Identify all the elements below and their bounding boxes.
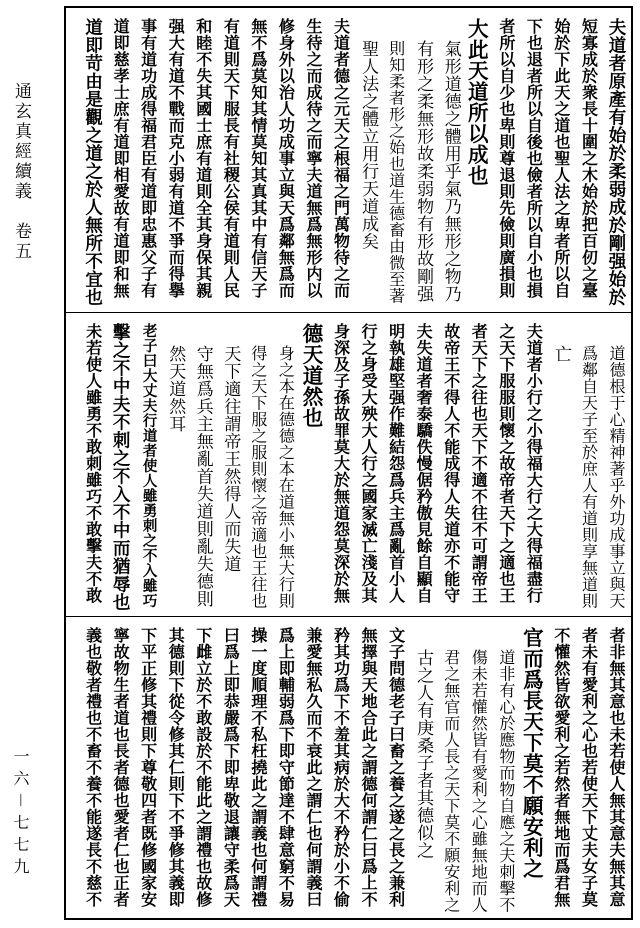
text-column: 者未有愛利之心也若使天下丈夫女子莫	[579, 627, 599, 908]
text-column: 道德根于心精神著乎外功成事立與天	[607, 345, 626, 609]
text-column: 義也敬者禮也不畜不養不能遂長不慈不	[83, 627, 103, 908]
text-column: 道即慈孝士庶有道即相愛故有道即和無	[111, 18, 131, 299]
text-column: 君之無官而人長之天下莫不願安利之	[441, 649, 461, 913]
text-panel-bottom	[66, 616, 631, 919]
text-panel-middle	[66, 312, 631, 615]
page-number: 一六－七七九	[11, 748, 30, 881]
text-column: 得之天下服之服則懷之帝適也王往也	[248, 345, 268, 609]
text-column: 故帝王不得人不能成得人失道亦不能守	[441, 323, 461, 604]
text-column: 明執雄堅强作難結怨爲兵主爲亂首小人	[386, 323, 406, 604]
text-column: 古之人有庚桑子者其德似之	[413, 649, 434, 859]
text-column: 無擇與天地合此之謂德何謂仁曰爲上不	[359, 627, 379, 908]
text-column: 矜其功爲下不羞其病於大不矜於小不偷	[331, 627, 351, 908]
text-column: 之天下服服則懷之故帝者天下之適也王	[496, 323, 516, 604]
text-column: 未若使人雖勇不敢刺雖巧不敢擊夫不敢	[83, 323, 103, 604]
text-column: 兼愛無私久而不衰此之謂仁也何謂義曰	[303, 627, 323, 908]
book-title: 通玄真經續義 卷五	[11, 82, 31, 262]
text-column: 操一度順理不私枉撓此之謂義也何謂禮	[248, 627, 268, 908]
text-column: 無不爲莫知其情莫知其真其中有信天子	[248, 18, 268, 299]
text-column: 下雌立於不敢設於不能此之謂禮也故修	[193, 627, 213, 908]
text-column: 身之本在德德之本在道無小無大行則	[276, 345, 296, 609]
text-column: 夫道者原產有始於柔弱成於剛强始於	[606, 18, 626, 306]
text-column: 寧故物生者道也長者德也愛者仁也正者	[111, 627, 131, 908]
text-column: 者非無其意也未若使人無其意夫無其意	[607, 627, 626, 908]
text-column: 不懽然皆欲愛利之若然者無地而爲君無	[551, 627, 571, 908]
text-column: 行之身受大殃大人行之國家滅亡淺及其	[359, 323, 379, 604]
text-column: 則知柔者形之始也道生德畜由微至著	[386, 40, 406, 304]
page-margin	[0, 0, 56, 928]
text-column: 天下適往謂帝王然得人而失道	[220, 345, 241, 573]
text-column: 守無爲兵主無亂首失道則亂失德則	[192, 345, 213, 608]
text-column: 有形之柔無形故柔弱物有形故剛强	[413, 40, 434, 303]
text-column: 傷未若懽然皆有愛利之心雖無地而人	[469, 649, 489, 913]
text-column: 事有道功成得福君臣有道即忠惠父子有	[138, 18, 158, 299]
text-column: 曰爲上即恭嚴爲下即卑敬退讓守柔爲天	[221, 627, 241, 908]
text-column: 爲鄰自天子至於庶人有道則享無道則	[579, 345, 599, 609]
text-column: 者天下之往也天下不適不往不可謂帝王	[469, 323, 489, 604]
text-column: 道非有心於應物而物自應之夫刺擊不	[496, 649, 516, 913]
text-column: 修身外以治人功成事立與天爲鄰無爲而	[276, 18, 296, 299]
text-column: 夫道者小行之小得福大行之大得福盡行	[524, 323, 544, 604]
text-column: 大此天道所以成也	[464, 18, 489, 186]
text-column: 爲上即輔弱爲下即守節達不肆意窮不易	[276, 627, 296, 908]
text-column: 擊之不中夫不刺之不入不中而猶辱也	[110, 323, 131, 611]
text-column: 者所以自少也卑則尊退則先儉則廣損則	[496, 18, 516, 299]
text-column: 身深及子孫故罪莫大於無道怨莫深於無	[331, 323, 351, 604]
text-column: 氣形道德之體用乎氣乃無形之物乃	[440, 40, 461, 303]
text-column: 下平正修其禮則下尊敬四者既修國家安	[138, 627, 158, 908]
text-column: 夫道者德之元天之根福之門萬物待之而	[331, 18, 351, 299]
text-column: 始於下此天之道也聖人法之卑者所以自	[551, 18, 571, 299]
text-column: 然天道然耳	[165, 345, 186, 433]
text-column: 短寡成於衆長十圍之木始於把百仞之臺	[579, 18, 599, 299]
text-column: 亡	[550, 345, 571, 363]
text-frame	[64, 6, 633, 920]
text-column: 和睦不失其國士庶有道則全其身保其親	[193, 18, 213, 299]
text-column: 下也退者所以自後也儉者所以自小也損	[524, 18, 544, 299]
text-column: 聖人法之體立用行天道成矣	[358, 40, 379, 250]
text-column: 老子曰大丈夫行道者使人雖勇刺之不入雖巧	[140, 323, 158, 608]
text-column: 其德則下從令修其仁則下不爭修其義即	[166, 627, 186, 908]
text-column: 文子問德老子曰畜之養之遂之長之兼利	[386, 627, 406, 908]
text-column: 强大有道不戰而克小弱有道不爭而得擧	[166, 18, 186, 299]
text-panel-top	[66, 8, 631, 310]
text-column: 道即苛由是觀之道之於人無所不宜也	[82, 18, 103, 306]
text-column: 有道則天下服長有社稷公侯有道則人民	[221, 18, 241, 299]
text-column: 官而爲長天下莫不願安利之	[519, 627, 544, 879]
text-column: 生待之而成待之而寧夫道無爲無形内以	[303, 18, 323, 299]
text-column: 德天道然也	[298, 323, 323, 428]
text-column: 夫失道者奢泰驕佚慢倨矜傲見餘自顯自	[414, 323, 434, 604]
